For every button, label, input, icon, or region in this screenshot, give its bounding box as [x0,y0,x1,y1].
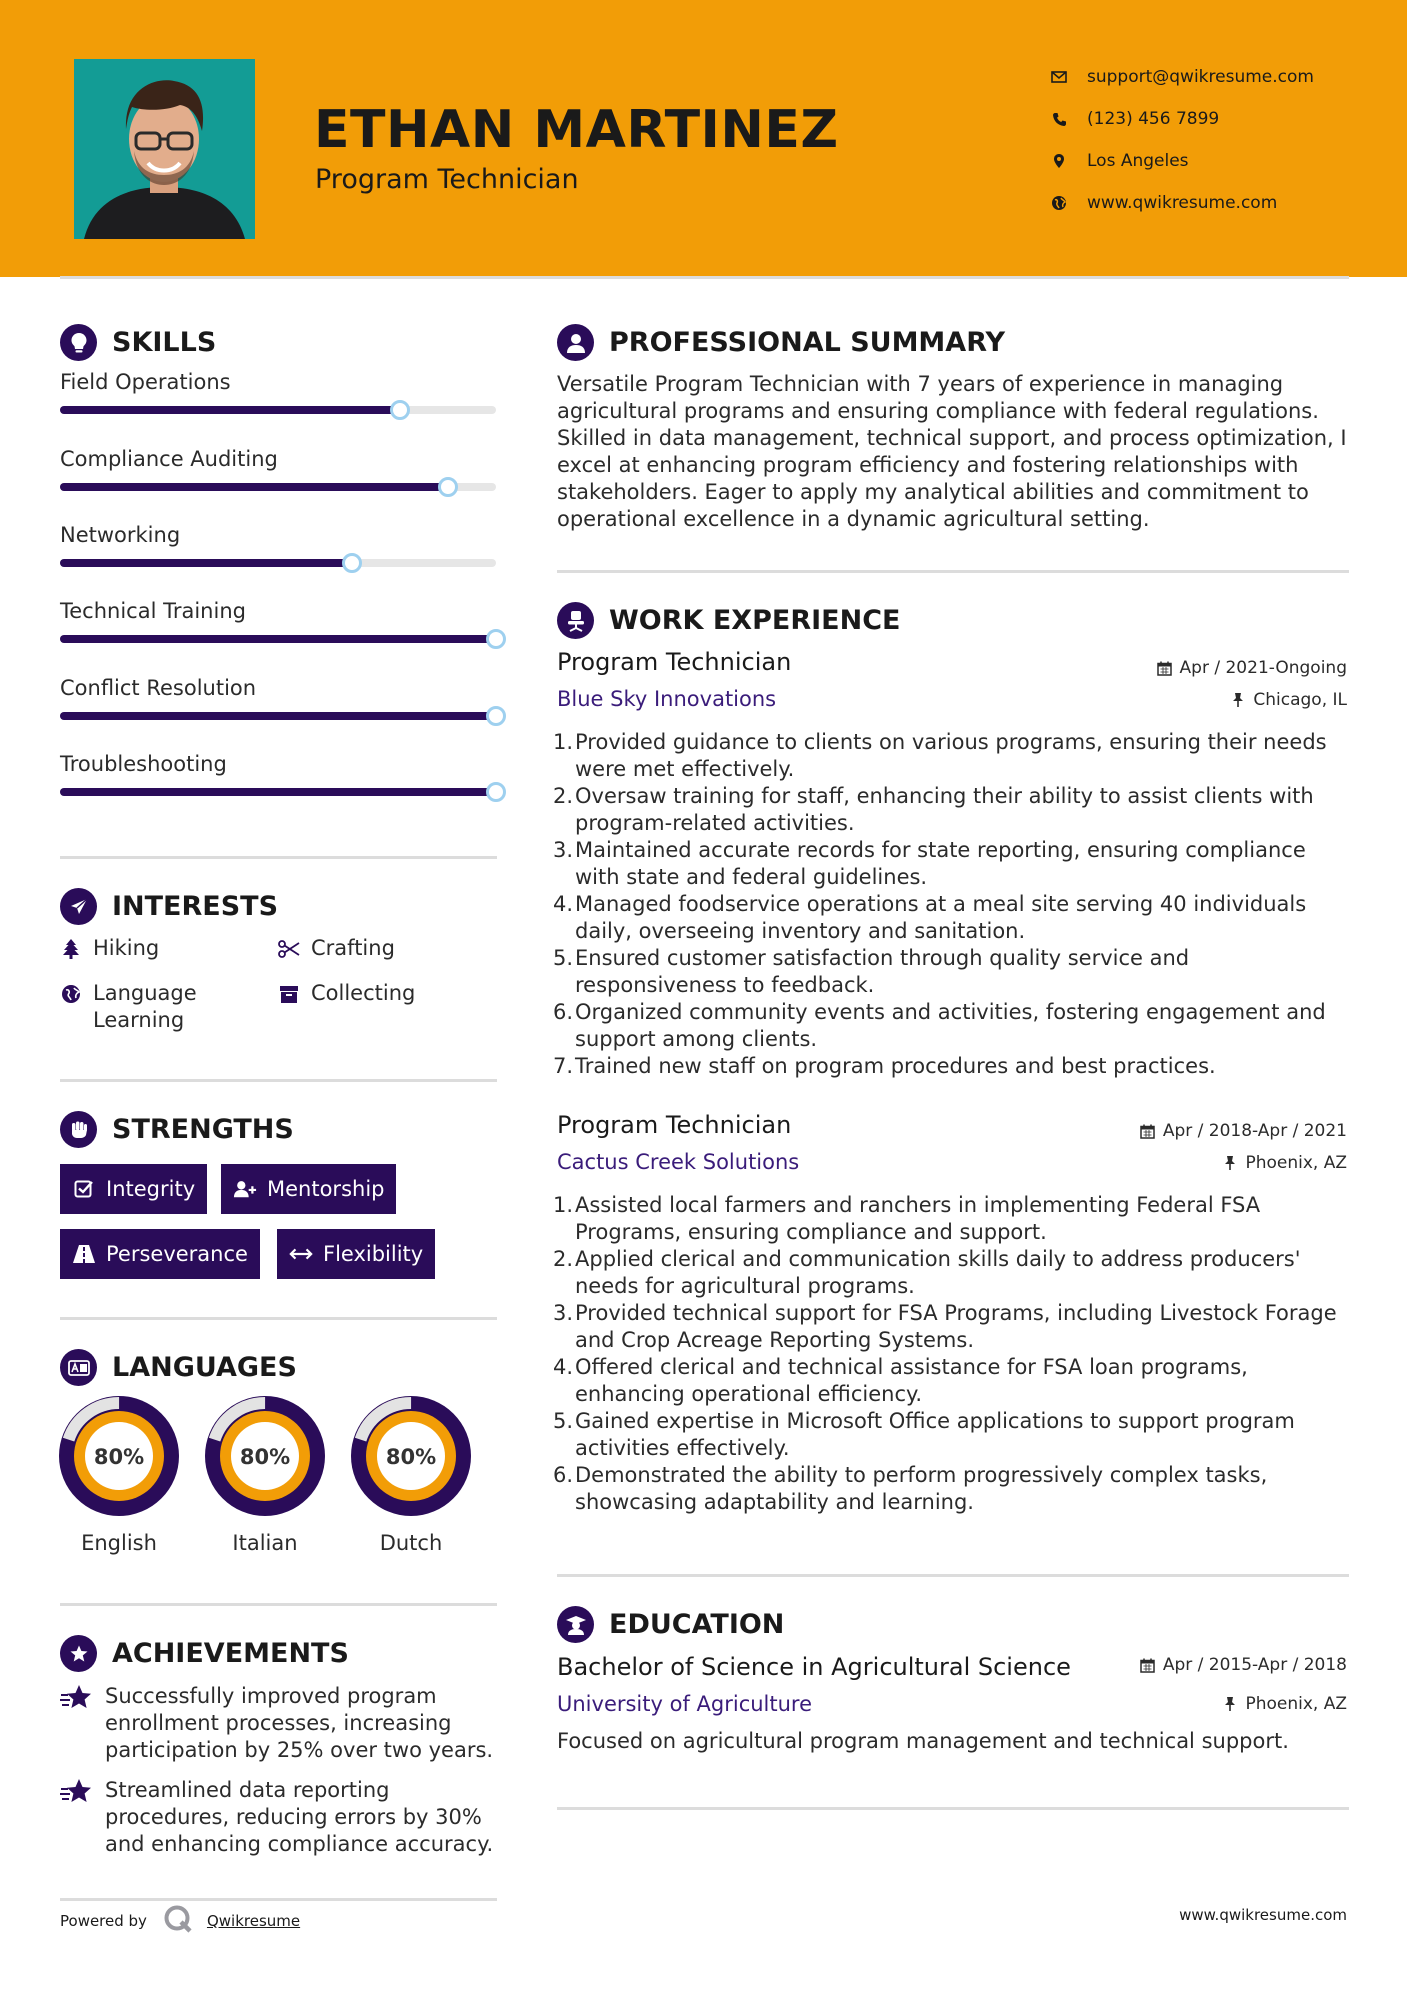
contact-website[interactable] [1050,182,1314,224]
globe-icon [60,980,82,1007]
contact-location-text: Los Angeles [1087,151,1189,171]
education-location [1222,1694,1347,1714]
language-item [350,1395,472,1555]
job-bullet: 1. Provided guidance to clients on various programs, ensuring their needs were met effectively. [553,730,1327,781]
job-location [1230,690,1347,710]
star-icon [60,1683,92,1713]
job-bullet: 3. Provided technical support for FSA Programs, including Livestock Forage and Crop Acreage Reporting Systems. [553,1301,1337,1352]
pushpin-icon [1230,692,1245,708]
interest-item [60,980,250,1034]
skill-item [60,752,500,776]
skill-label: Technical Training [60,599,246,623]
skill-fill [60,559,352,567]
job-bullet-text: Organized community events and activities, fostering engagement and support among clients. [575,1000,1326,1051]
skill-track [60,406,496,414]
languages-title: LANGUAGES [112,1352,297,1383]
resume-header [0,0,1407,277]
qwikresume-link[interactable]: Qwikresume [206,1912,301,1930]
section-divider [557,570,1349,573]
job-dates-text: Apr / 2021-Ongoing [1179,658,1347,678]
contact-list [1050,56,1314,224]
achievement-item [60,1683,500,1764]
job-bullet-text: Applied clerical and communication skills daily to address producers' needs for agricultural programs. [575,1247,1301,1298]
achievements-title: ACHIEVEMENTS [112,1638,349,1669]
skill-knob [486,629,506,649]
job-bullets [553,729,1352,1080]
job-dates [1157,658,1347,678]
job-bullet: 6. Organized community events and activities, fostering engagement and support among clients. [553,1000,1326,1051]
education-dates-text: Apr / 2015-Apr / 2018 [1162,1655,1347,1675]
language-item [58,1395,180,1555]
calendar-icon [1140,1657,1155,1673]
skill-knob [486,782,506,802]
tree-icon [60,935,82,962]
skill-track [60,635,496,643]
language-icon [60,1349,97,1386]
qwikresume-logo-icon [163,1904,193,1938]
education-title: EDUCATION [609,1609,785,1640]
strength-label: Perseverance [106,1242,248,1266]
contact-website-text: www.qwikresume.com [1087,193,1278,213]
candidate-title: Program Technician [315,164,579,195]
strength-label: Flexibility [323,1242,424,1266]
interests-title: INTERESTS [112,891,279,922]
language-name: English [81,1531,157,1555]
job-bullet: 5. Ensured customer satisfaction through quality service and responsiveness to feedback. [553,946,1190,997]
contact-email[interactable] [1050,56,1314,98]
skill-fill [60,635,496,643]
skill-knob [486,706,506,726]
map-pin-icon [1050,152,1068,170]
phone-icon [1050,110,1068,128]
job-bullet-text: Offered clerical and technical assistance for FSA loan programs, enhancing operational efficiency. [575,1355,1248,1406]
strength-badge [277,1229,435,1279]
job-dates-text: Apr / 2018-Apr / 2021 [1162,1121,1347,1141]
contact-email-text: support@qwikresume.com [1087,67,1314,87]
language-percent: 80% [239,1445,291,1469]
footer-divider [60,1898,497,1901]
archive-box-icon [278,980,300,1007]
skills-heading [60,324,216,361]
skill-label: Networking [60,523,181,547]
envelope-icon [1050,68,1068,86]
interest-label: Hiking [93,936,160,960]
education-location-text: Phoenix, AZ [1245,1694,1347,1714]
language-ring [350,1395,472,1517]
education-dates [1140,1655,1347,1675]
education-degree: Bachelor of Science in Agricultural Science [557,1653,1071,1681]
skills-title: SKILLS [112,327,217,358]
skill-label: Field Operations [60,370,231,394]
section-divider [557,1574,1349,1577]
skill-item [60,370,500,394]
strengths-heading [60,1111,294,1148]
job-bullet-text: Provided technical support for FSA Programs, including Livestock Forage and Crop Acreage Reporting Systems. [575,1301,1337,1352]
language-ring [58,1395,180,1517]
skill-fill [60,406,400,414]
job-bullet: 1. Assisted local farmers and ranchers in implementing Federal FSA Programs, ensuring compliance and support. [553,1193,1261,1244]
header-divider [60,276,1349,279]
interest-item [60,935,159,962]
interest-item [278,980,415,1007]
job-location-text: Chicago, IL [1253,690,1347,710]
education-heading [557,1606,784,1643]
scissors-icon [278,935,300,962]
skill-label: Conflict Resolution [60,676,257,700]
interest-item [278,935,395,962]
contact-location [1050,140,1314,182]
skill-item [60,523,500,547]
strength-badge [60,1229,260,1279]
user-plus-icon [233,1177,257,1201]
pushpin-icon [1222,1155,1237,1171]
skill-knob [438,477,458,497]
achievement-text: Streamlined data reporting procedures, reducing errors by 30% and enhancing compliance accuracy. [105,1778,494,1856]
check-square-icon [72,1177,96,1201]
job-location [1222,1153,1347,1173]
job-bullet-text: Managed foodservice operations at a meal site serving 40 individuals daily, overseeing inventory and sanitation. [575,892,1307,943]
calendar-icon [1157,660,1172,676]
skill-item [60,599,500,623]
powered-by-text: Powered by [60,1912,147,1930]
languages-heading [60,1349,297,1386]
section-divider [557,1807,1349,1810]
skill-item [60,447,500,471]
calendar-icon [1140,1123,1155,1139]
skill-fill [60,712,496,720]
language-name: Italian [232,1531,298,1555]
job-bullet-text: Demonstrated the ability to perform progressively complex tasks, showcasing adaptability and learning. [575,1463,1268,1514]
job-bullet: 4. Offered clerical and technical assistance for FSA loan programs, enhancing operational efficiency. [553,1355,1248,1406]
user-icon [557,324,594,361]
strength-label: Integrity [106,1177,196,1201]
summary-heading [557,324,1005,361]
section-divider [60,1603,497,1606]
skill-knob [390,400,410,420]
star-badge-icon [60,1635,97,1672]
globe-icon [1050,194,1068,212]
office-chair-icon [557,602,594,639]
language-percent: 80% [93,1445,145,1469]
job-bullet: 3. Maintained accurate records for state reporting, ensuring compliance with state and federal guidelines. [553,838,1306,889]
pushpin-icon [1222,1696,1237,1712]
language-percent: 80% [385,1445,437,1469]
job-bullet: 6. Demonstrated the ability to perform progressively complex tasks, showcasing adaptability and learning. [553,1463,1268,1514]
job-bullet-text: Provided guidance to clients on various programs, ensuring their needs were met effectively. [575,730,1327,781]
skill-track [60,483,496,491]
profile-photo [74,59,255,239]
strength-badge [221,1164,396,1214]
interest-label: Language Learning [93,981,197,1032]
footer-website[interactable]: www.qwikresume.com [1179,1906,1347,1924]
contact-phone-text: (123) 456 7899 [1087,109,1220,129]
graduate-icon [557,1606,594,1643]
experience-heading [557,602,900,639]
arrows-horizontal-icon [289,1242,313,1266]
candidate-name: ETHAN MARTINEZ [314,100,839,160]
skill-track [60,559,496,567]
education-description: Focused on agricultural program management and technical support. [557,1729,1289,1753]
skill-item [60,676,500,700]
section-divider [60,1079,497,1082]
fist-icon [60,1111,97,1148]
job-location-text: Phoenix, AZ [1245,1153,1347,1173]
job-bullet: 4. Managed foodservice operations at a meal site serving 40 individuals daily, overseeing inventory and sanitation. [553,892,1307,943]
language-ring [204,1395,326,1517]
skill-label: Troubleshooting [60,752,227,776]
language-name: Dutch [379,1531,443,1555]
road-icon [72,1242,96,1266]
experience-title: WORK EXPERIENCE [609,605,901,636]
strength-label: Mentorship [267,1177,385,1201]
job-bullet: 2. Oversaw training for staff, enhancing their ability to assist clients with program-related activities. [553,784,1314,835]
section-divider [60,856,497,859]
skill-label: Compliance Auditing [60,447,278,471]
interest-label: Collecting [311,981,416,1005]
powered-by [60,1904,300,1938]
job-bullet-text: Gained expertise in Microsoft Office applications to support program activities effectively. [575,1409,1295,1460]
section-divider [60,1317,497,1320]
job-bullet-text: Ensured customer satisfaction through quality service and responsiveness to feedback. [575,946,1190,997]
job-bullet: 5. Gained expertise in Microsoft Office applications to support program activities effectively. [553,1409,1295,1460]
skill-track [60,712,496,720]
summary-title: PROFESSIONAL SUMMARY [609,327,1006,358]
language-item [204,1395,326,1555]
achievement-text: Successfully improved program enrollment processes, increasing participation by 25% over two years. [105,1684,494,1762]
star-icon [60,1777,92,1807]
job-dates [1140,1121,1347,1141]
achievements-heading [60,1635,349,1672]
achievement-item [60,1777,500,1858]
job-company[interactable]: Cactus Creek Solutions [557,1150,800,1174]
job-bullet-text: Trained new staff on program procedures and best practices. [575,1054,1216,1078]
skill-track [60,788,496,796]
job-bullet-text: Assisted local farmers and ranchers in implementing Federal FSA Programs, ensuring compliance and support. [575,1193,1261,1244]
paper-plane-icon [60,888,97,925]
skill-fill [60,483,448,491]
skill-fill [60,788,496,796]
job-bullet: 2. Applied clerical and communication skills daily to address producers' needs for agricultural programs. [553,1247,1301,1298]
job-bullet: 7. Trained new staff on program procedures and best practices. [553,1054,1216,1078]
strengths-title: STRENGTHS [112,1114,294,1145]
job-bullets [553,1192,1352,1516]
strength-badge [60,1164,207,1214]
job-title: Program Technician [557,648,792,676]
job-company[interactable]: Blue Sky Innovations [557,687,777,711]
education-school[interactable]: University of Agriculture [557,1692,813,1716]
contact-phone[interactable] [1050,98,1314,140]
interests-heading [60,888,278,925]
lightbulb-icon [60,324,97,361]
interest-label: Crafting [311,936,395,960]
job-bullet-text: Maintained accurate records for state reporting, ensuring compliance with state and federal guidelines. [575,838,1306,889]
job-bullet-text: Oversaw training for staff, enhancing their ability to assist clients with program-related activities. [575,784,1314,835]
skill-knob [342,553,362,573]
summary-text: Versatile Program Technician with 7 years of experience in managing agricultural programs and ensuring compliance with federal regulations. Skilled in data management, technical support, and process optimization, I excel at enhancing program efficiency and fostering relationships with stakeholders. Eager to apply my analytical abilities and commitment to operational excellence in a dynamic agricultural setting. [557,372,1347,531]
job-title: Program Technician [557,1111,792,1139]
